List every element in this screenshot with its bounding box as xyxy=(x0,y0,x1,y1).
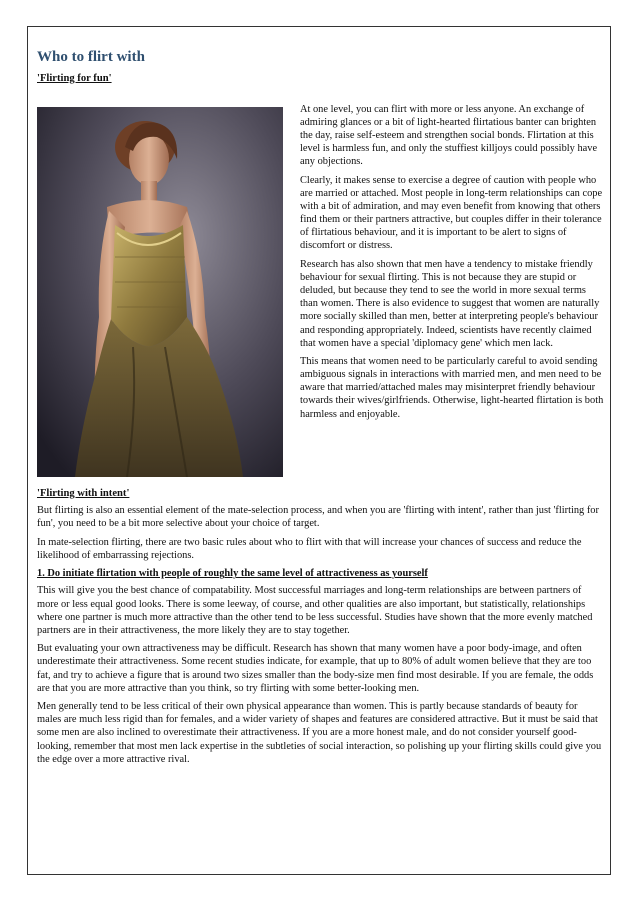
intro-section xyxy=(37,89,603,487)
main-body xyxy=(37,487,603,766)
section-heading-fun: 'Flirting for fun' xyxy=(37,73,112,84)
paragraph: Clearly, it makes sense to exercise a degree of caution with people who are married or attached. Most people in long-term relationships can cope with a bit of admiration, and may even benefit from knowing that others find them or their partners attractive, but couples differ in their tolerance of flirtatious behaviour, and it is important to be alert to signs of discomfort or distress. xyxy=(300,174,603,252)
paragraph: At one level, you can flirt with more or less anyone. An exchange of admiring glances or a bit of light-hearted flirtatious banter can brighten the day, raise self-esteem and strengthen social bonds. Flirtation at this level is harmless fun, and only the stuffiest killjoys could possibly have any objections. xyxy=(300,104,598,168)
paragraph: But evaluating your own attractiveness may be difficult. Research has shown that many women have a poor body-image, and often underestimate their attractiveness. Some recent studies indicate, for example, that up to 80% of adult women believe that they are too fat, and try to achieve a figure that is around two sizes smaller than the body-size men find most desirable. If you are female, the odds are that you are more attractive than you think, so try flirting with some better-looking men. xyxy=(37,643,594,694)
paragraph: Research has also shown that men have a tendency to mistake friendly behaviour for sexual flirting. This is not because they are stupid or deluded, but because they tend to see the world in more sexual terms than women. There is also evidence to suggest that women are naturally more socially skilled than men, better at interpreting people's behaviour and responding appropriately. Indeed, scientists have recently claimed that women have a special 'diplomacy gene' which men lack. xyxy=(300,259,600,349)
section-heading-intent: 'Flirting with intent' xyxy=(37,488,130,499)
paragraph: This means that women need to be particularly careful to avoid sending ambiguous signals in interactions with married men, and men need to be aware that married/attached males may misinterpret friendly behaviour towards their wives/girlfriends. Otherwise, light-hearted flirtation is both harmless and enjoyable. xyxy=(300,356,604,420)
paragraph: In mate-selection flirting, there are two basic rules about who to flirt with that will increase your chances of success and reduce the likelihood of embarrassing rejections. xyxy=(37,536,582,561)
paragraph: This will give you the best chance of compatability. Most successful marriages and long-term relationships are between partners of more or less equal good looks. There is some leeway, of course, and other qualities are also important, but statistically, relationships where one partner is much more attractive than the other tend to be less successful. Studies have shown that the more evenly matched partners are in their attractiveness, the more likely they are to stay together. xyxy=(37,585,593,636)
page-title: Who to flirt with xyxy=(37,49,145,65)
intro-text-column xyxy=(300,103,606,426)
woman-in-corset-photo xyxy=(37,107,283,477)
paragraph: Men generally tend to be less critical of their own physical appearance than women. This is partly because standards of beauty for males are much less rigid than for females, and a wider variety of shapes and features are considered attractive. But it must be said that some men are also inclined to overestimate their attractiveness. If you are a more honest male, and do not consider yourself good-looking, remember that most men lack expertise in the subtleties of social interaction, so polishing up your flirting skills could give you the edge over a more attractive rival. xyxy=(37,701,602,765)
rule-1-heading: 1. Do initiate flirtation with people of roughly the same level of attractiveness as yourself xyxy=(37,568,428,580)
paragraph: But flirting is also an essential element of the mate-selection process, and when you are 'flirting with intent', rather than just 'flirting for fun', you need to be a bit more selective about your choice of target. xyxy=(37,505,599,530)
document-content xyxy=(37,48,603,771)
